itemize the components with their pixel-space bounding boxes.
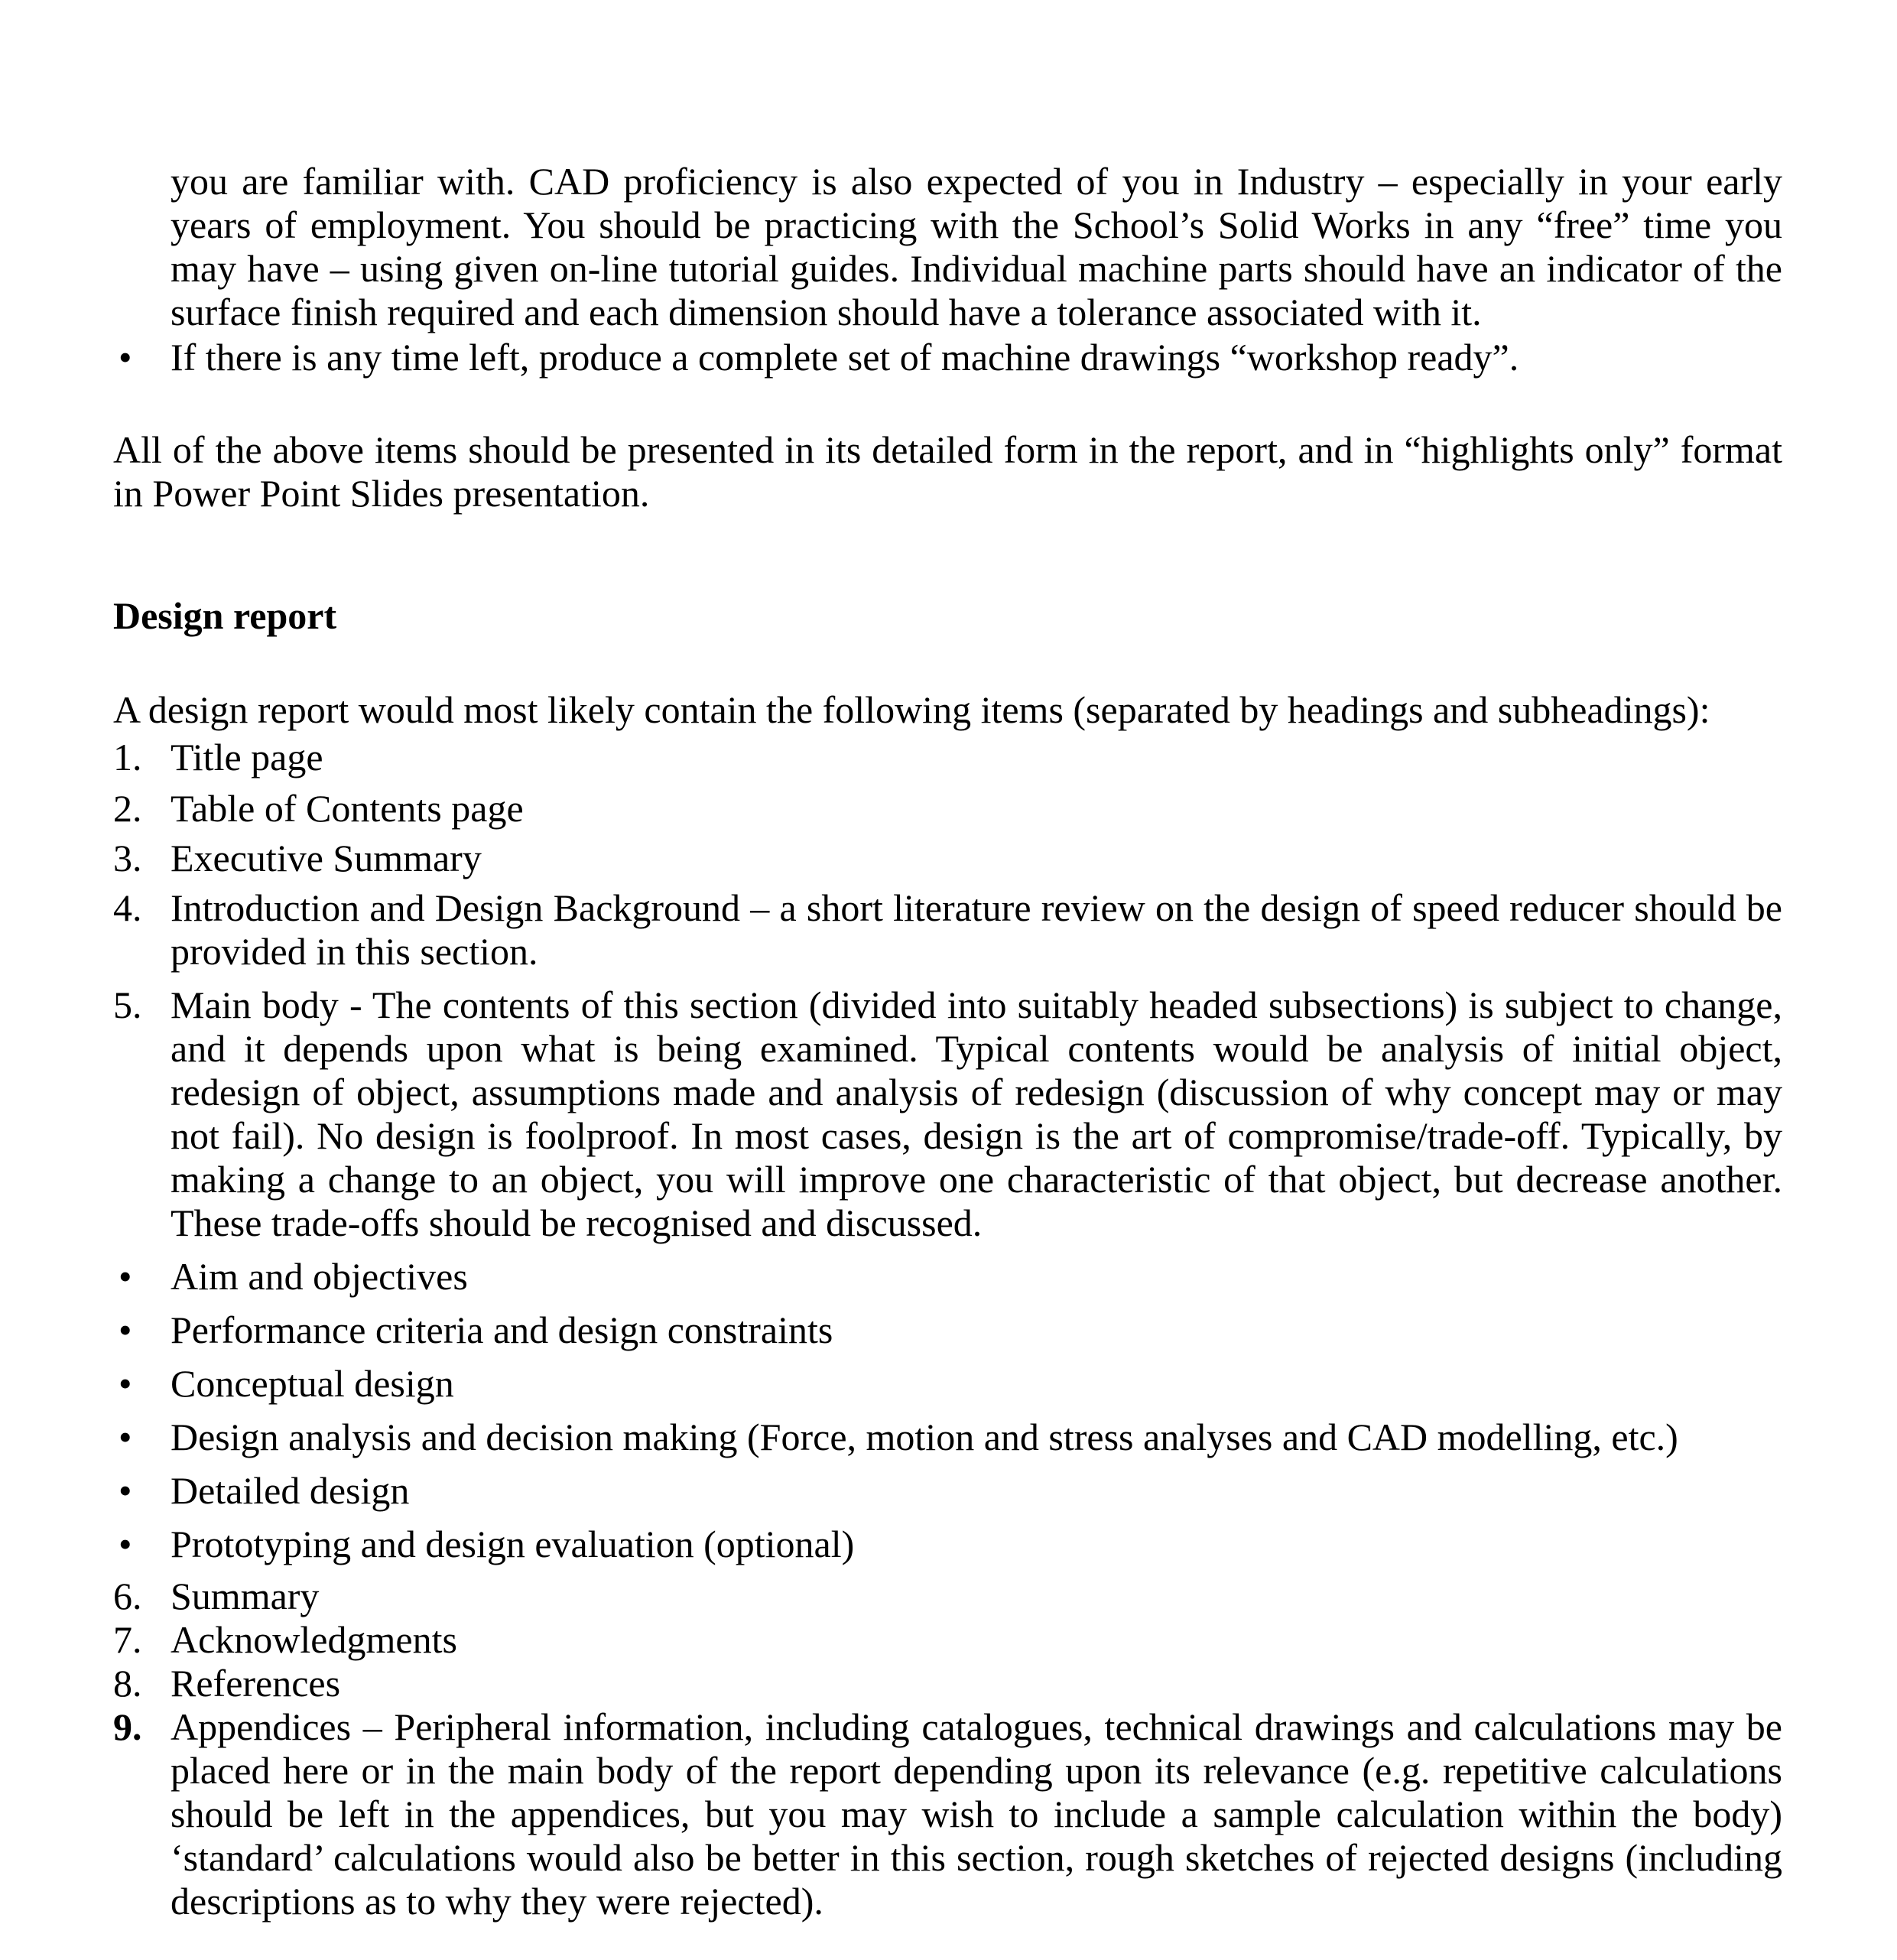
section-heading-design-report: Design report — [113, 594, 337, 637]
item-number: 5. — [113, 983, 142, 1026]
item-text: Acknowledgments — [171, 1618, 457, 1661]
bullet-item-aim-objectives — [113, 1255, 1782, 1299]
bullet-item-text: Design analysis and decision making (Force, motion and stress analyses and CAD modelling, etc.) — [171, 1416, 1678, 1458]
bullet-item-design-analysis — [113, 1416, 1782, 1459]
item-text: Summary — [171, 1575, 320, 1617]
item-number: 3. — [113, 837, 142, 879]
bullet-item-text: Conceptual design — [171, 1362, 454, 1405]
bullet-marker-icon: • — [119, 1255, 132, 1298]
numbered-item-table-of-contents — [113, 787, 1782, 830]
bullet-item-text: Performance criteria and design constraints — [171, 1308, 833, 1351]
paragraph-cad-proficiency: you are familiar with. CAD proficiency is also expected of you in Industry – especially in your early years of employment. You should be practicing with the School’s Solid Works in any “free” time you may have – using given on-line tutorial guides. Individual machine parts should have an indicator of the surface finish required and each dimension should have a tolerance associated with it. — [171, 160, 1782, 333]
numbered-item-references — [113, 1662, 1782, 1705]
item-number: 7. — [113, 1618, 142, 1661]
bullet-item-text: Aim and objectives — [171, 1255, 468, 1298]
item-number: 1. — [113, 736, 142, 778]
bullet-marker-icon: • — [119, 1469, 132, 1512]
item-number: 2. — [113, 787, 142, 830]
bullet-item-performance-criteria — [113, 1308, 1782, 1352]
paragraph-list-intro: A design report would most likely contain the following items (separated by headings and subheadings): — [113, 688, 1710, 731]
item-number: 4. — [113, 886, 142, 929]
numbered-item-summary — [113, 1575, 1782, 1618]
item-text: Introduction and Design Background – a short literature review on the design of speed reducer should be provided in this section. — [171, 886, 1782, 973]
bullet-marker-icon: • — [119, 1362, 132, 1405]
bullet-marker-icon: • — [119, 1308, 132, 1351]
item-text: Executive Summary — [171, 837, 482, 879]
bullet-item-detailed-design — [113, 1469, 1782, 1513]
numbered-item-title-page — [113, 736, 1782, 779]
numbered-item-executive-summary — [113, 837, 1782, 880]
numbered-item-acknowledgments — [113, 1618, 1782, 1662]
bullet-marker-icon: • — [119, 1523, 132, 1565]
numbered-item-introduction — [113, 886, 1782, 973]
item-text: References — [171, 1662, 341, 1705]
item-text: Table of Contents page — [171, 787, 524, 830]
bullet-item-text: If there is any time left, produce a complete set of machine drawings “workshop ready”. — [171, 336, 1519, 379]
item-text: Main body - The contents of this section (divided into suitably headed subsections) is subject to change, and it depends upon what is being examined. Typical contents would be analysis of initial object, redesign of object, assumptions made and analysis of redesign (discussion of why concept may or may not fail). No design is foolproof. In most cases, design is the art of compromise/trade-off. Typically, by making a change to an object, you will improve one characteristic of that object, but decrease another. These trade-offs should be recognised and discussed. — [171, 983, 1782, 1244]
item-number: 9. — [113, 1705, 142, 1748]
numbered-item-main-body — [113, 983, 1782, 1245]
item-number: 6. — [113, 1575, 142, 1617]
paragraph-above-items: All of the above items should be presented in its detailed form in the report, and in “highlights only” format in Power Point Slides presentation. — [113, 428, 1782, 515]
bullet-marker-icon: • — [119, 1416, 132, 1458]
bullet-item-conceptual-design — [113, 1362, 1782, 1406]
item-number: 8. — [113, 1662, 142, 1705]
bullet-marker-icon: • — [119, 336, 132, 379]
item-text: Appendices – Peripheral information, including catalogues, technical drawings and calculations may be placed here or in the main body of the report depending upon its relevance (e.g. repetitive calculations should be left in the appendices, but you may wish to include a sample calculation within the body) ‘standard’ calculations would also be better in this section, rough sketches of rejected designs (including descriptions as to why they were rejected). — [171, 1705, 1782, 1923]
bullet-item-text: Detailed design — [171, 1469, 410, 1512]
item-text: Title page — [171, 736, 323, 778]
bullet-item-text: Prototyping and design evaluation (optional) — [171, 1523, 855, 1565]
bullet-item-prototyping — [113, 1523, 1782, 1566]
bullet-item-workshop-ready — [113, 336, 1782, 379]
numbered-item-appendices — [113, 1705, 1782, 1923]
